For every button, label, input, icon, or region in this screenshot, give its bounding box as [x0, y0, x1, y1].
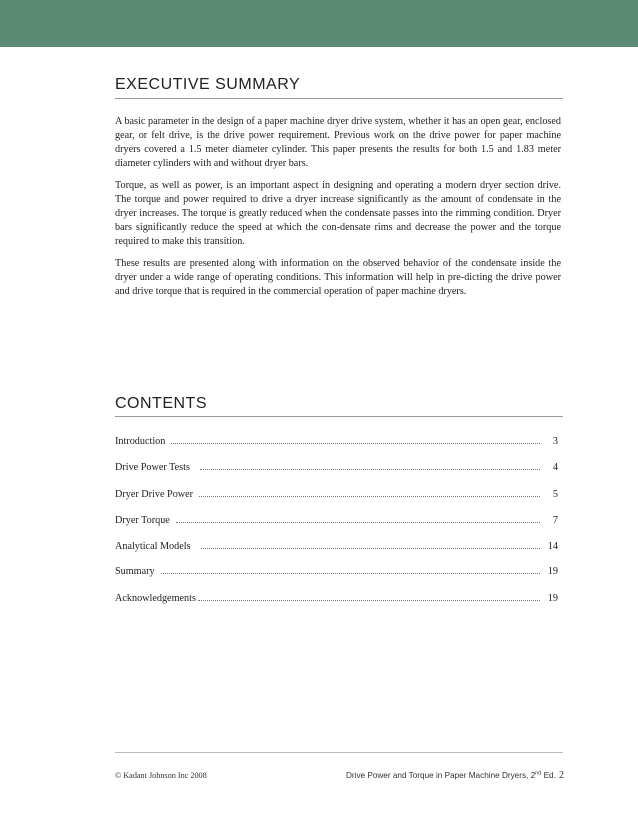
- toc-entry[interactable]: [115, 590, 558, 604]
- footer-edition-suffix: Ed.: [541, 771, 556, 780]
- toc-entry-page: 19: [547, 593, 558, 604]
- toc-entry-page: 14: [547, 541, 558, 552]
- toc-entry-title: Summary: [115, 566, 155, 577]
- toc-entry-page: 19: [547, 566, 558, 577]
- toc-entry-page: 7: [552, 515, 558, 526]
- toc-leader-dots: [201, 548, 540, 549]
- contents-title: CONTENTS: [115, 395, 207, 412]
- toc-entry-title: Dryer Drive Power: [115, 489, 194, 500]
- summary-paragraph-1: A basic parameter in the design of a paper machine dryer drive system, whether it has an open gear, enclosed gear, or felt drive, is the drive power requirement. Previous work on the drive power for paper machine dryers covered a 1.5 meter diameter cylinder. This paper presents the results for both 1.5 and 1.83 meter diameter cylinders with and without dryer bars.: [115, 116, 561, 169]
- summary-paragraph-2: Torque, as well as power, is an important aspect in designing and operating a modern dryer section drive. The torque and power required to drive a dryer increase significantly as the amount of condensate in the dryer increases. The torque is greatly reduced when the condensate passes into the rimming condition. Dryer bars significantly reduce the speed at which the con-densate rims and decrease the power and the torque required to make this transition.: [115, 180, 561, 247]
- page-number: 2: [559, 770, 564, 781]
- toc-entry[interactable]: [115, 459, 558, 473]
- toc-entry-title: Dryer Torque: [115, 515, 170, 526]
- footer-title-text: Drive Power and Torque in Paper Machine Dryers, 2: [346, 771, 536, 780]
- toc-leader-dots: [161, 573, 540, 574]
- toc-entry-title: Drive Power Tests: [115, 462, 190, 473]
- toc-entry-page: 4: [552, 462, 558, 473]
- footer-rule: [115, 752, 563, 753]
- executive-summary-title: EXECUTIVE SUMMARY: [115, 76, 301, 93]
- toc-leader-dots: [199, 496, 540, 497]
- toc-leader-dots: [171, 443, 540, 444]
- summary-paragraph-3: These results are presented along with information on the observed behavior of the condensate inside the dryer under a wide range of operating conditions. This information will help in pre-dicting the drive power and drive torque that is required in the commercial operation of paper machine dryers.: [115, 258, 561, 297]
- toc-leader-dots: [200, 469, 540, 470]
- toc-leader-dots: [176, 522, 540, 523]
- header-band: [0, 0, 638, 47]
- footer-edition-superscript: nd: [535, 770, 542, 777]
- toc-entry-page: 3: [552, 436, 558, 447]
- toc-entry-title: Analytical Models: [115, 541, 191, 552]
- toc-entry[interactable]: [115, 538, 558, 552]
- toc-entry-title: Introduction: [115, 436, 166, 447]
- toc-entry[interactable]: [115, 433, 558, 447]
- toc-leader-dots: [198, 600, 540, 601]
- footer-copyright: © Kadant Johnson Inc 2008: [115, 771, 207, 780]
- footer-document-title: [346, 771, 556, 780]
- toc-entry[interactable]: [115, 563, 558, 577]
- executive-summary-rule: [115, 98, 563, 99]
- toc-entry-title: Acknowledgements: [115, 593, 196, 604]
- toc-entry[interactable]: [115, 512, 558, 526]
- contents-rule: [115, 416, 563, 417]
- toc-entry-page: 5: [552, 489, 558, 500]
- toc-entry[interactable]: [115, 486, 558, 500]
